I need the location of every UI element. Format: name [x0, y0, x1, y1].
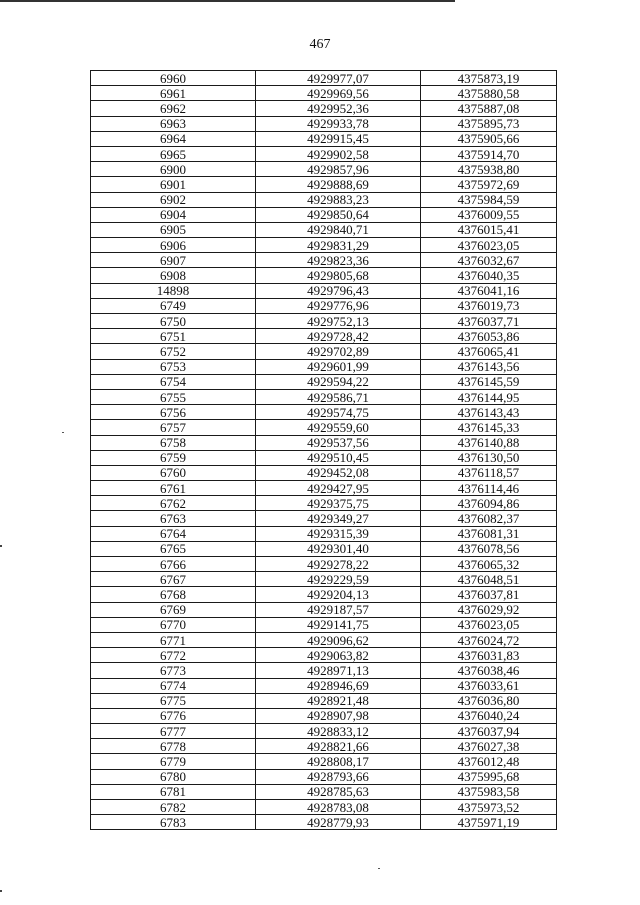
y-coordinate-cell: 4376081,31 — [421, 526, 557, 541]
point-number-cell: 6754 — [91, 374, 256, 389]
x-coordinate-cell: 4929752,13 — [256, 314, 421, 329]
x-coordinate-cell: 4929204,13 — [256, 587, 421, 602]
point-number-cell: 6749 — [91, 298, 256, 313]
point-number-cell: 6778 — [91, 739, 256, 754]
x-coordinate-cell: 4929537,56 — [256, 435, 421, 450]
point-number-cell: 6752 — [91, 344, 256, 359]
table-row — [91, 420, 557, 435]
y-coordinate-cell: 4376015,41 — [421, 222, 557, 237]
y-coordinate-cell: 4376140,88 — [421, 435, 557, 450]
point-number-cell: 6755 — [91, 389, 256, 404]
y-coordinate-cell: 4376118,57 — [421, 465, 557, 480]
point-number-cell: 6761 — [91, 481, 256, 496]
x-coordinate-cell: 4928793,66 — [256, 769, 421, 784]
y-coordinate-cell: 4375887,08 — [421, 101, 557, 116]
table-row — [91, 754, 557, 769]
x-coordinate-cell: 4929586,71 — [256, 389, 421, 404]
edge-mark — [0, 545, 2, 547]
table-row — [91, 587, 557, 602]
y-coordinate-cell: 4376130,50 — [421, 450, 557, 465]
x-coordinate-cell: 4928808,17 — [256, 754, 421, 769]
x-coordinate-cell: 4929315,39 — [256, 526, 421, 541]
y-coordinate-cell: 4375895,73 — [421, 116, 557, 131]
y-coordinate-cell: 4375971,19 — [421, 815, 557, 830]
x-coordinate-cell: 4929805,68 — [256, 268, 421, 283]
x-coordinate-cell: 4929902,58 — [256, 146, 421, 161]
point-number-cell: 6782 — [91, 800, 256, 815]
y-coordinate-cell: 4376082,37 — [421, 511, 557, 526]
table-row — [91, 71, 557, 86]
x-coordinate-cell: 4928946,69 — [256, 678, 421, 693]
x-coordinate-cell: 4928921,48 — [256, 693, 421, 708]
y-coordinate-cell: 4376114,46 — [421, 481, 557, 496]
x-coordinate-cell: 4929574,75 — [256, 405, 421, 420]
x-coordinate-cell: 4929349,27 — [256, 511, 421, 526]
point-number-cell: 6753 — [91, 359, 256, 374]
y-coordinate-cell: 4376053,86 — [421, 329, 557, 344]
point-number-cell: 6780 — [91, 769, 256, 784]
y-coordinate-cell: 4376144,95 — [421, 389, 557, 404]
y-coordinate-cell: 4376143,56 — [421, 359, 557, 374]
point-number-cell: 6751 — [91, 329, 256, 344]
table-row — [91, 632, 557, 647]
y-coordinate-cell: 4375873,19 — [421, 71, 557, 86]
point-number-cell: 6766 — [91, 557, 256, 572]
table-row — [91, 253, 557, 268]
y-coordinate-cell: 4376065,32 — [421, 557, 557, 572]
point-number-cell: 6962 — [91, 101, 256, 116]
table-row — [91, 298, 557, 313]
page-top-rule — [0, 0, 455, 2]
point-number-cell: 6768 — [91, 587, 256, 602]
point-number-cell: 14898 — [91, 283, 256, 298]
table-row — [91, 283, 557, 298]
point-number-cell: 6767 — [91, 572, 256, 587]
table-row — [91, 374, 557, 389]
table-row — [91, 116, 557, 131]
x-coordinate-cell: 4929969,56 — [256, 86, 421, 101]
point-number-cell: 6964 — [91, 131, 256, 146]
y-coordinate-cell: 4376145,59 — [421, 374, 557, 389]
table-row — [91, 359, 557, 374]
point-number-cell: 6773 — [91, 663, 256, 678]
table-row — [91, 162, 557, 177]
y-coordinate-cell: 4376145,33 — [421, 420, 557, 435]
x-coordinate-cell: 4928833,12 — [256, 724, 421, 739]
point-number-cell: 6757 — [91, 420, 256, 435]
y-coordinate-cell: 4375880,58 — [421, 86, 557, 101]
point-number-cell: 6770 — [91, 617, 256, 632]
y-coordinate-cell: 4376041,16 — [421, 283, 557, 298]
x-coordinate-cell: 4929594,22 — [256, 374, 421, 389]
x-coordinate-cell: 4929776,96 — [256, 298, 421, 313]
x-coordinate-cell: 4929933,78 — [256, 116, 421, 131]
point-number-cell: 6772 — [91, 648, 256, 663]
point-number-cell: 6965 — [91, 146, 256, 161]
point-number-cell: 6776 — [91, 708, 256, 723]
point-number-cell: 6779 — [91, 754, 256, 769]
table-row — [91, 314, 557, 329]
table-row — [91, 268, 557, 283]
table-row — [91, 344, 557, 359]
y-coordinate-cell: 4376019,73 — [421, 298, 557, 313]
x-coordinate-cell: 4929229,59 — [256, 572, 421, 587]
table-row — [91, 131, 557, 146]
y-coordinate-cell: 4375995,68 — [421, 769, 557, 784]
table-row — [91, 739, 557, 754]
page-number: 467 — [309, 37, 331, 52]
table-row — [91, 481, 557, 496]
x-coordinate-cell: 4929888,69 — [256, 177, 421, 192]
point-number-cell: 6960 — [91, 71, 256, 86]
y-coordinate-cell: 4376029,92 — [421, 602, 557, 617]
y-coordinate-cell: 4376065,41 — [421, 344, 557, 359]
table-row — [91, 663, 557, 678]
x-coordinate-cell: 4929702,89 — [256, 344, 421, 359]
x-coordinate-cell: 4929796,43 — [256, 283, 421, 298]
table-row — [91, 541, 557, 556]
y-coordinate-cell: 4376036,80 — [421, 693, 557, 708]
table-row — [91, 389, 557, 404]
table-row — [91, 146, 557, 161]
point-number-cell: 6750 — [91, 314, 256, 329]
point-number-cell: 6762 — [91, 496, 256, 511]
table-row — [91, 557, 557, 572]
y-coordinate-cell: 4376078,56 — [421, 541, 557, 556]
table-row — [91, 769, 557, 784]
point-number-cell: 6900 — [91, 162, 256, 177]
x-coordinate-cell: 4929096,62 — [256, 632, 421, 647]
point-number-cell: 6777 — [91, 724, 256, 739]
table-row — [91, 678, 557, 693]
x-coordinate-cell: 4929850,64 — [256, 207, 421, 222]
x-coordinate-cell: 4928821,66 — [256, 739, 421, 754]
table-row — [91, 405, 557, 420]
y-coordinate-cell: 4376094,86 — [421, 496, 557, 511]
table-row — [91, 86, 557, 101]
x-coordinate-cell: 4929510,45 — [256, 450, 421, 465]
y-coordinate-cell: 4375905,66 — [421, 131, 557, 146]
x-coordinate-cell: 4929375,75 — [256, 496, 421, 511]
y-coordinate-cell: 4375914,70 — [421, 146, 557, 161]
y-coordinate-cell: 4376038,46 — [421, 663, 557, 678]
point-number-cell: 6763 — [91, 511, 256, 526]
point-number-cell: 6759 — [91, 450, 256, 465]
x-coordinate-cell: 4928907,98 — [256, 708, 421, 723]
table-row — [91, 177, 557, 192]
table-row — [91, 496, 557, 511]
y-coordinate-cell: 4376032,67 — [421, 253, 557, 268]
x-coordinate-cell: 4929141,75 — [256, 617, 421, 632]
y-coordinate-cell: 4376037,94 — [421, 724, 557, 739]
x-coordinate-cell: 4929952,36 — [256, 101, 421, 116]
point-number-cell: 6775 — [91, 693, 256, 708]
x-coordinate-cell: 4929883,23 — [256, 192, 421, 207]
x-coordinate-cell: 4929915,45 — [256, 131, 421, 146]
point-number-cell: 6901 — [91, 177, 256, 192]
x-coordinate-cell: 4928783,08 — [256, 800, 421, 815]
point-number-cell: 6963 — [91, 116, 256, 131]
table-row — [91, 101, 557, 116]
y-coordinate-cell: 4375983,58 — [421, 784, 557, 799]
y-coordinate-cell: 4376012,48 — [421, 754, 557, 769]
x-coordinate-cell: 4928779,93 — [256, 815, 421, 830]
table-row — [91, 648, 557, 663]
point-number-cell: 6781 — [91, 784, 256, 799]
point-number-cell: 6771 — [91, 632, 256, 647]
x-coordinate-cell: 4929559,60 — [256, 420, 421, 435]
y-coordinate-cell: 4376037,81 — [421, 587, 557, 602]
y-coordinate-cell: 4375972,69 — [421, 177, 557, 192]
edge-mark — [0, 890, 2, 892]
table-row — [91, 724, 557, 739]
table-row — [91, 815, 557, 830]
y-coordinate-cell: 4376024,72 — [421, 632, 557, 647]
point-number-cell: 6774 — [91, 678, 256, 693]
y-coordinate-cell: 4376037,71 — [421, 314, 557, 329]
point-number-cell: 6905 — [91, 222, 256, 237]
x-coordinate-cell: 4929601,99 — [256, 359, 421, 374]
table-row — [91, 800, 557, 815]
table-row — [91, 572, 557, 587]
x-coordinate-cell: 4929977,07 — [256, 71, 421, 86]
table-row — [91, 222, 557, 237]
table-row — [91, 329, 557, 344]
point-number-cell: 6961 — [91, 86, 256, 101]
y-coordinate-cell: 4376031,83 — [421, 648, 557, 663]
point-number-cell: 6783 — [91, 815, 256, 830]
table-row — [91, 435, 557, 450]
y-coordinate-cell: 4376009,55 — [421, 207, 557, 222]
x-coordinate-cell: 4929278,22 — [256, 557, 421, 572]
point-number-cell: 6902 — [91, 192, 256, 207]
x-coordinate-cell: 4928971,13 — [256, 663, 421, 678]
y-coordinate-cell: 4376048,51 — [421, 572, 557, 587]
y-coordinate-cell: 4376143,43 — [421, 405, 557, 420]
x-coordinate-cell: 4928785,63 — [256, 784, 421, 799]
table-row — [91, 511, 557, 526]
point-number-cell: 6907 — [91, 253, 256, 268]
table-row — [91, 465, 557, 480]
x-coordinate-cell: 4929831,29 — [256, 238, 421, 253]
table-row — [91, 708, 557, 723]
y-coordinate-cell: 4376033,61 — [421, 678, 557, 693]
table-row — [91, 450, 557, 465]
point-number-cell: 6906 — [91, 238, 256, 253]
y-coordinate-cell: 4376023,05 — [421, 238, 557, 253]
table-row — [91, 207, 557, 222]
x-coordinate-cell: 4929452,08 — [256, 465, 421, 480]
x-coordinate-cell: 4929427,95 — [256, 481, 421, 496]
y-coordinate-cell: 4376040,35 — [421, 268, 557, 283]
y-coordinate-cell: 4375973,52 — [421, 800, 557, 815]
scan-speck — [62, 432, 64, 433]
point-number-cell: 6904 — [91, 207, 256, 222]
x-coordinate-cell: 4929063,82 — [256, 648, 421, 663]
y-coordinate-cell: 4375938,80 — [421, 162, 557, 177]
table-row — [91, 602, 557, 617]
y-coordinate-cell: 4375984,59 — [421, 192, 557, 207]
table-row — [91, 693, 557, 708]
x-coordinate-cell: 4929728,42 — [256, 329, 421, 344]
point-number-cell: 6760 — [91, 465, 256, 480]
table-row — [91, 238, 557, 253]
point-number-cell: 6758 — [91, 435, 256, 450]
x-coordinate-cell: 4929301,40 — [256, 541, 421, 556]
coordinates-table — [90, 70, 557, 830]
y-coordinate-cell: 4376027,38 — [421, 739, 557, 754]
y-coordinate-cell: 4376023,05 — [421, 617, 557, 632]
point-number-cell: 6764 — [91, 526, 256, 541]
table-row — [91, 784, 557, 799]
point-number-cell: 6908 — [91, 268, 256, 283]
x-coordinate-cell: 4929857,96 — [256, 162, 421, 177]
table-row — [91, 192, 557, 207]
point-number-cell: 6756 — [91, 405, 256, 420]
table-row — [91, 617, 557, 632]
point-number-cell: 6765 — [91, 541, 256, 556]
scan-speck — [378, 868, 380, 869]
table-row — [91, 526, 557, 541]
x-coordinate-cell: 4929187,57 — [256, 602, 421, 617]
point-number-cell: 6769 — [91, 602, 256, 617]
x-coordinate-cell: 4929840,71 — [256, 222, 421, 237]
coordinates-table-body — [91, 71, 557, 830]
y-coordinate-cell: 4376040,24 — [421, 708, 557, 723]
x-coordinate-cell: 4929823,36 — [256, 253, 421, 268]
